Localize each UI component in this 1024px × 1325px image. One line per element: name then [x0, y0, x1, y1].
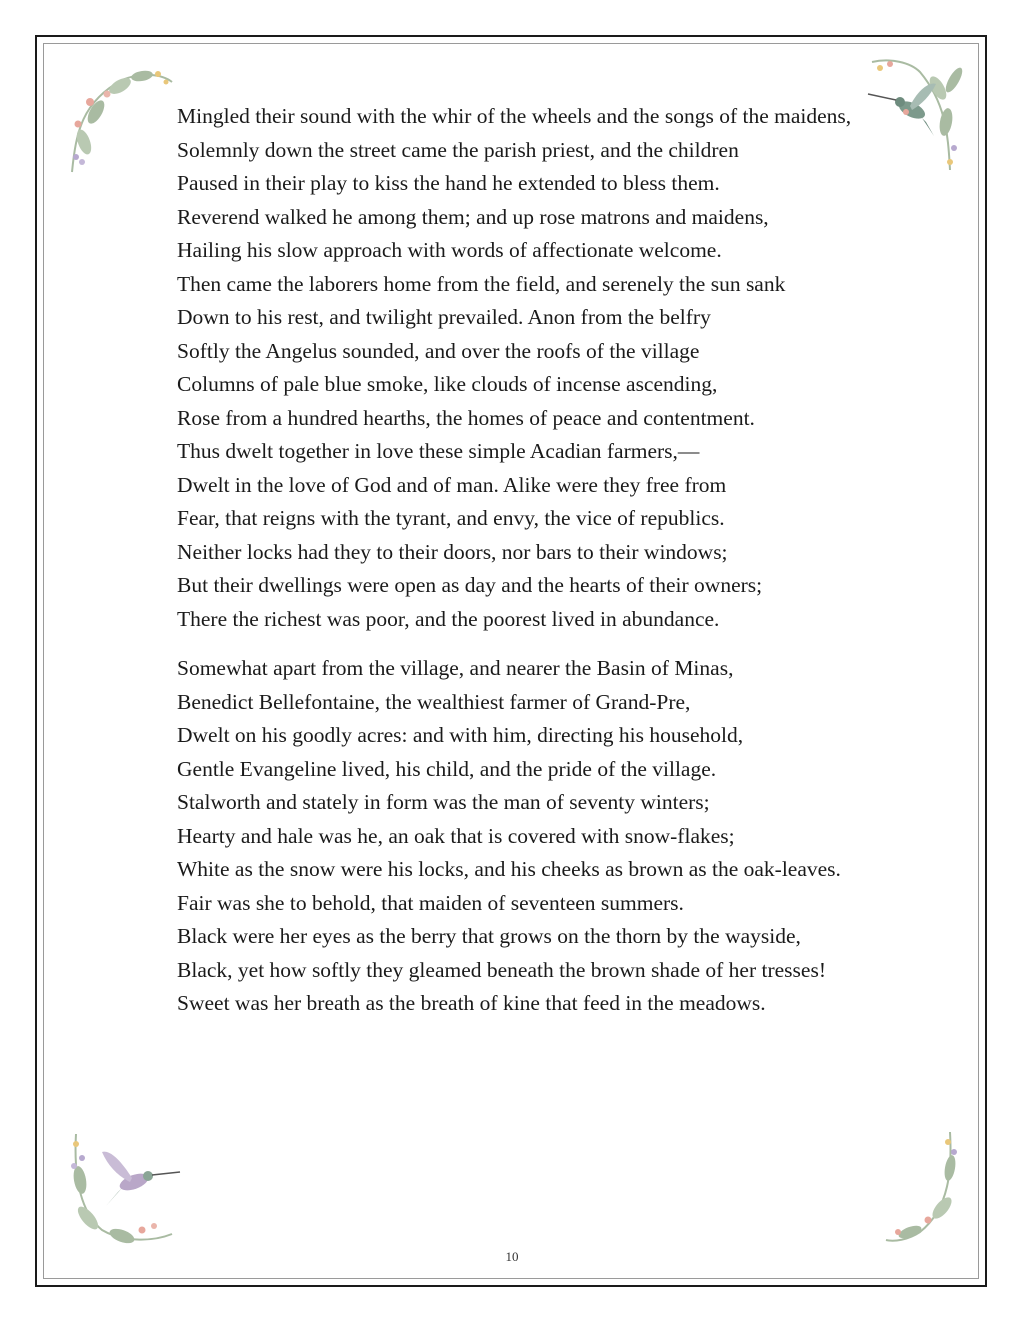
floral-corner-top-left-icon [62, 62, 182, 182]
poem-line: Thus dwelt together in love these simple Acadian farmers,— [177, 439, 700, 463]
page-number: 10 [505, 1249, 519, 1264]
poem-line: Paused in their play to kiss the hand he extended to bless them. [177, 171, 720, 195]
poem-line: Hailing his slow approach with words of affectionate welcome. [177, 238, 722, 262]
poem-line: Stalworth and stately in form was the man of seventy winters; [177, 790, 710, 814]
poem-line: Columns of pale blue smoke, like clouds of incense ascending, [177, 372, 718, 396]
hummingbird-corner-top-right-icon [850, 52, 970, 172]
poem-line: Gentle Evangeline lived, his child, and the pride of the village. [177, 756, 717, 781]
poem-line: But their dwellings were open as day and the hearts of their owners; [177, 573, 763, 597]
poem-line: Somewhat apart from the village, and nearer the Basin of Minas, [177, 656, 734, 680]
poem-line: Down to his rest, and twilight prevailed. Anon from the belfry [177, 305, 711, 329]
poem-line: Dwelt in the love of God and of man. Alike were they free from [177, 472, 727, 497]
poem-line: Fair was she to behold, that maiden of seventeen summers. [177, 890, 684, 915]
poem-line: Mingled their sound with the whir of the wheels and the songs of the maidens, [177, 104, 852, 128]
poem-line: Hearty and hale was he, an oak that is covered with snow-flakes; [177, 823, 735, 848]
stanza-2 [177, 652, 867, 1021]
poem-line: Then came the laborers home from the field, and serenely the sun sank [177, 271, 786, 296]
poem-line: Solemnly down the street came the parish priest, and the children [177, 137, 739, 162]
poem-line: Black were her eyes as the berry that grows on the thorn by the wayside, [177, 924, 801, 948]
poem-line: Sweet was her breath as the breath of kine that feed in the meadows. [177, 991, 766, 1015]
poem-line: Benedict Bellefontaine, the wealthiest farmer of Grand-Pre, [177, 689, 691, 714]
poem-line: Reverend walked he among them; and up rose matrons and maidens, [177, 204, 769, 229]
poem-line: Dwelt on his goodly acres: and with him, directing his household, [177, 723, 744, 747]
floral-corner-bottom-right-icon [880, 1128, 1000, 1248]
poem-line: Neither locks had they to their doors, nor bars to their windows; [177, 539, 728, 564]
poem-line: Fear, that reigns with the tyrant, and envy, the vice of republics. [177, 506, 725, 530]
poem-line: Softly the Angelus sounded, and over the roofs of the village [177, 338, 700, 363]
hummingbird-corner-bottom-left-icon [62, 1130, 182, 1250]
poem-line: Rose from a hundred hearths, the homes of peace and contentment. [177, 405, 755, 430]
poem-line: There the richest was poor, and the poorest lived in abundance. [177, 606, 720, 631]
poem-line: White as the snow were his locks, and his cheeks as brown as the oak-leaves. [177, 857, 841, 881]
stanza-1 [177, 100, 867, 636]
poem-line: Black, yet how softly they gleamed beneath the brown shade of her tresses! [177, 957, 826, 982]
poem-body [177, 100, 867, 1021]
